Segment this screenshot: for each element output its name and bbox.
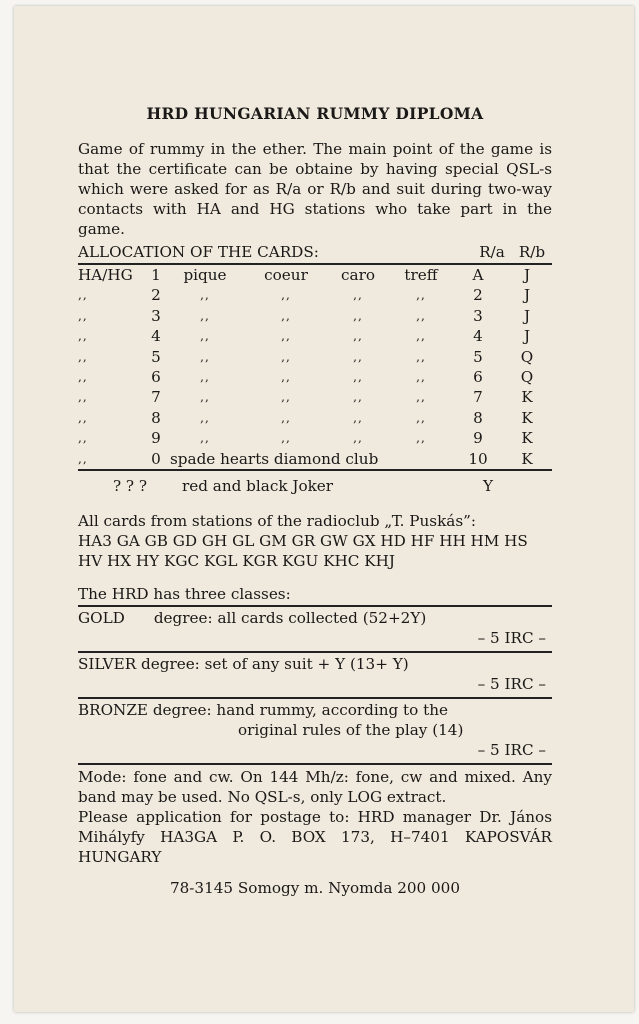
rb-value: K bbox=[521, 408, 533, 427]
suit-ditto: ,, bbox=[281, 329, 291, 344]
class-name: SILVER bbox=[78, 655, 137, 674]
card-number: 5 bbox=[151, 347, 161, 366]
class-irc: – 5 IRC – bbox=[477, 629, 546, 648]
class-row bbox=[78, 700, 552, 720]
class-gap bbox=[125, 608, 154, 628]
prefix-ditto: ,, bbox=[78, 329, 88, 344]
page-title: HRD HUNGARIAN RUMMY DIPLOMA bbox=[146, 104, 484, 123]
ra-value: 3 bbox=[473, 306, 483, 325]
suit-ditto: ,, bbox=[353, 390, 363, 405]
suit-ditto: ,, bbox=[416, 431, 426, 446]
prefix-ditto: ,, bbox=[78, 431, 88, 446]
joker-row bbox=[78, 475, 552, 497]
card-number: 8 bbox=[151, 408, 161, 427]
suit-ditto: ,, bbox=[200, 431, 210, 446]
suit-treff: treff bbox=[404, 266, 438, 284]
class-bronze bbox=[78, 699, 552, 765]
prefix-ditto: ,, bbox=[78, 390, 88, 405]
joker-text: red and black Joker bbox=[182, 477, 334, 496]
card-number: 9 bbox=[151, 429, 161, 448]
suit-ditto: ,, bbox=[200, 308, 210, 323]
suit-ditto: ,, bbox=[281, 370, 291, 385]
stations-intro: All cards from stations of the radioclub „T. Puskás”: bbox=[78, 512, 477, 531]
card-number: 6 bbox=[151, 368, 161, 387]
suit-ditto: ,, bbox=[281, 431, 291, 446]
class-name: GOLD bbox=[78, 609, 125, 628]
suit-ditto: ,, bbox=[353, 431, 363, 446]
suit-ditto: ,, bbox=[353, 349, 363, 364]
suit-ditto: ,, bbox=[200, 390, 210, 405]
class-row bbox=[78, 608, 552, 628]
rb-value: J bbox=[523, 327, 531, 346]
printer-imprint: 78-3145 Somogy m. Nyomda 200 000 bbox=[169, 879, 461, 898]
class-text-cont: original rules of the play (14) bbox=[238, 721, 464, 740]
table-row bbox=[78, 428, 552, 448]
class-irc: – 5 IRC – bbox=[477, 675, 546, 694]
ra-value: 4 bbox=[473, 327, 483, 346]
intro-paragraph: Game of rummy in the ether. The main point of the game is that the certificate can be obtaine by having special QSL-s which were asked for as R/a or R/b and suit during two-way contacts with HA and HG stations who take part in the game. bbox=[78, 140, 552, 238]
col-rb-header: R/b bbox=[518, 243, 546, 261]
suit-ditto: ,, bbox=[416, 390, 426, 405]
suit-ditto: ,, bbox=[353, 410, 363, 425]
prefix-ditto: ,, bbox=[78, 410, 88, 425]
table-row bbox=[78, 347, 552, 367]
suits-text: spade hearts diamond club bbox=[166, 449, 454, 470]
class-text: degree: hand rummy, according to the bbox=[152, 701, 448, 720]
suit-caro: caro bbox=[341, 266, 375, 284]
class-row bbox=[78, 654, 552, 674]
table-row bbox=[78, 265, 552, 285]
rb-value: K bbox=[521, 429, 533, 448]
suit-ditto: ,, bbox=[416, 349, 426, 364]
ra-value: 2 bbox=[473, 286, 483, 305]
rules-section bbox=[78, 767, 552, 867]
allocation-heading: ALLOCATION OF THE CARDS: bbox=[78, 243, 319, 261]
rb-value: J bbox=[523, 306, 531, 325]
ra-value: 7 bbox=[473, 388, 483, 407]
suit-ditto: ,, bbox=[281, 410, 291, 425]
class-irc: – 5 IRC – bbox=[477, 741, 546, 760]
classes-section bbox=[78, 585, 552, 765]
class-silver bbox=[78, 653, 552, 699]
prefix-ditto: ,, bbox=[78, 449, 146, 470]
suit-ditto: ,, bbox=[416, 288, 426, 303]
suit-pique: pique bbox=[183, 266, 227, 284]
prefix-ditto: ,, bbox=[78, 349, 88, 364]
suit-coeur: coeur bbox=[264, 266, 308, 284]
class-name: BRONZE bbox=[78, 701, 148, 720]
suit-ditto: ,, bbox=[200, 370, 210, 385]
class-gold bbox=[78, 607, 552, 653]
stations-section bbox=[78, 511, 552, 571]
classes-heading: The HRD has three classes: bbox=[78, 585, 552, 607]
table-row-last bbox=[78, 449, 552, 470]
class-text: degree: set of any suit + Y (13+ Y) bbox=[141, 655, 409, 674]
class-text: degree: all cards collected (52+2Y) bbox=[153, 609, 427, 628]
rb-value: K bbox=[502, 449, 552, 470]
suit-ditto: ,, bbox=[416, 329, 426, 344]
suit-ditto: ,, bbox=[200, 349, 210, 364]
card-number: 0 bbox=[146, 449, 166, 470]
card-number: 1 bbox=[151, 266, 161, 284]
suit-ditto: ,, bbox=[353, 308, 363, 323]
suit-ditto: ,, bbox=[416, 308, 426, 323]
table-row bbox=[78, 367, 552, 387]
allocation-heading-row bbox=[78, 243, 552, 265]
allocation-table bbox=[78, 265, 552, 471]
table-row bbox=[78, 387, 552, 407]
suit-ditto: ,, bbox=[353, 329, 363, 344]
diploma-card bbox=[14, 6, 634, 1012]
joker-callsign: ? ? ? bbox=[112, 477, 148, 496]
suit-ditto: ,, bbox=[200, 410, 210, 425]
ra-value: 5 bbox=[473, 347, 483, 366]
table-row bbox=[78, 326, 552, 346]
prefix-ditto: ,, bbox=[78, 288, 88, 303]
card-number: 4 bbox=[151, 327, 161, 346]
ra-value: 10 bbox=[454, 449, 502, 470]
table-row bbox=[78, 306, 552, 326]
card-number: 3 bbox=[151, 306, 161, 325]
ra-value: 9 bbox=[473, 429, 483, 448]
suit-ditto: ,, bbox=[353, 288, 363, 303]
suit-ditto: ,, bbox=[200, 288, 210, 303]
rb-value: K bbox=[521, 388, 533, 407]
col-ra-header: R/a bbox=[479, 243, 505, 261]
ra-value: A bbox=[472, 266, 484, 284]
ra-value: 8 bbox=[473, 408, 483, 427]
suit-ditto: ,, bbox=[416, 410, 426, 425]
table-row bbox=[78, 408, 552, 428]
suit-ditto: ,, bbox=[281, 349, 291, 364]
stations-list: HA3 GA GB GD GH GL GM GR GW GX HD HF HH HM HS HV HX HY KGC KGL KGR KGU KHC KHJ bbox=[78, 532, 528, 571]
rb-value: Q bbox=[520, 347, 534, 366]
rb-value: J bbox=[523, 266, 531, 284]
suit-ditto: ,, bbox=[281, 288, 291, 303]
table-row bbox=[78, 285, 552, 305]
mode-text: Mode: fone and cw. On 144 Mh/z: fone, cw and mixed. Any band may be used. No QSL-s, only LOG extract. bbox=[78, 768, 552, 807]
suit-ditto: ,, bbox=[281, 390, 291, 405]
application-text: Please application for postage to: HRD manager Dr. János Mihályfy HA3GA P. O. BOX 173, H–7401 KAPOSVÁR HUNGARY bbox=[78, 808, 552, 867]
suit-ditto: ,, bbox=[281, 308, 291, 323]
allocation-columns bbox=[472, 243, 552, 261]
card-number: 2 bbox=[151, 286, 161, 305]
ra-value: 6 bbox=[473, 368, 483, 387]
suit-ditto: ,, bbox=[200, 329, 210, 344]
prefix-label: HA/HG bbox=[78, 266, 133, 284]
card-number: 7 bbox=[151, 388, 161, 407]
rb-value: Q bbox=[520, 368, 534, 387]
suit-ditto: ,, bbox=[416, 370, 426, 385]
suit-ditto: ,, bbox=[353, 370, 363, 385]
prefix-ditto: ,, bbox=[78, 308, 88, 323]
joker-ra: Y bbox=[482, 477, 494, 496]
card-content bbox=[78, 104, 552, 897]
rb-value: J bbox=[523, 286, 531, 305]
prefix-ditto: ,, bbox=[78, 370, 88, 385]
